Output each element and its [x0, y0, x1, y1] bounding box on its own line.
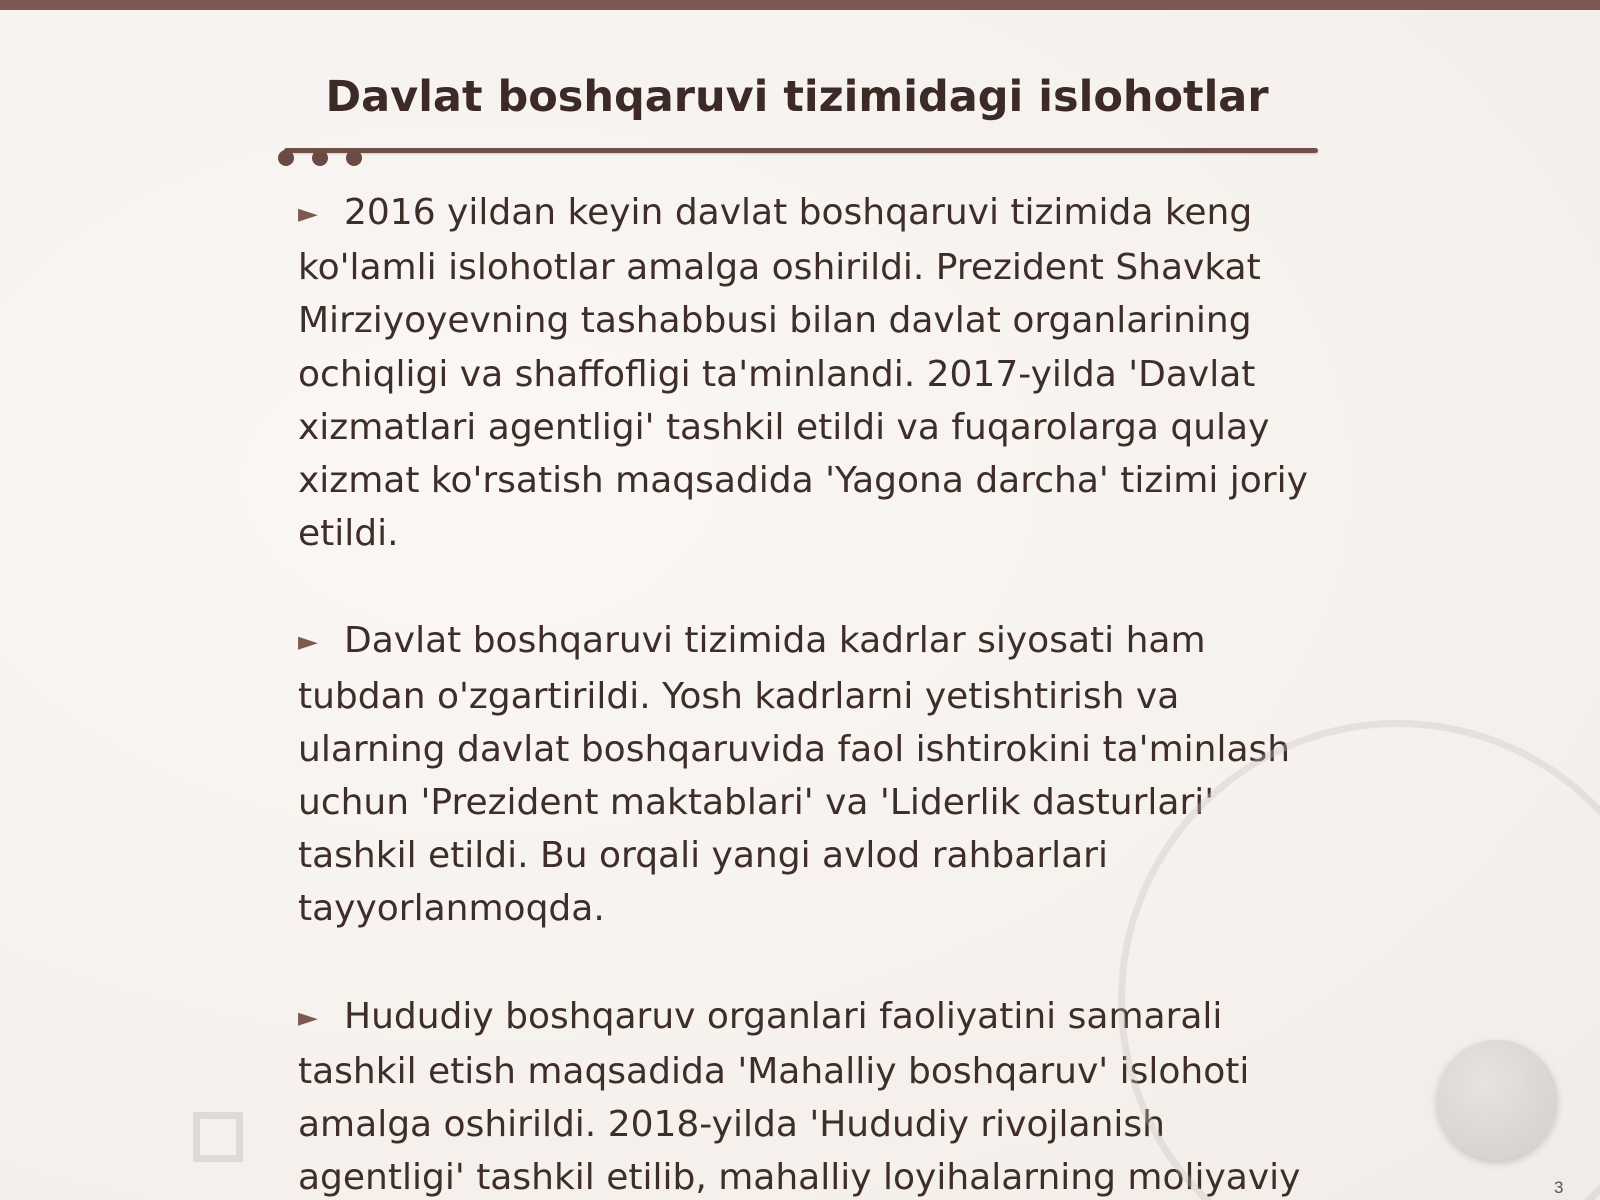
- bullet-paragraph-1: [298, 186, 1308, 560]
- bullet-arrow-icon: ►: [298, 1002, 318, 1033]
- slide-title: Davlat boshqaruvi tizimidagi islohotlar: [325, 72, 1269, 122]
- paragraph-text: Hududiy boshqaruv organlari faoliyatini samarali tashkil etish maqsadida 'Mahalliy boshqaruv' islohoti amalga oshirildi. 2018-yilda 'Hududiy rivojlanish agentligi' tashkil etilib, mahalliy loyihalarning moliyaviy: [298, 995, 1301, 1199]
- decorative-dot-1: [278, 150, 294, 166]
- paragraph-text: Davlat boshqaruvi tizimida kadrlar siyosati ham tubdan o'zgartirildi. Yosh kadrlarni yetishtirish va ularning davlat boshqaruvida faol ishtirokini ta'minlash uchun 'Prezident maktablari' va 'Liderlik dasturlari' tashkil etildi. Bu orqali yangi avlod rahbarlari tayyorlanmoqda.: [298, 620, 1291, 930]
- title-underline: [284, 148, 1318, 153]
- decorative-dot-2: [312, 150, 328, 166]
- decorative-square: [193, 1112, 243, 1162]
- top-accent-bar: [0, 0, 1600, 10]
- decorative-dot-3: [346, 150, 362, 166]
- decorative-disc: [1437, 1040, 1557, 1160]
- bullet-arrow-icon: ►: [298, 627, 318, 658]
- bullet-arrow-icon: ►: [298, 199, 318, 229]
- paragraph-text: 2016 yildan keyin davlat boshqaruvi tizimida keng ko'lamli islohotlar amalga oshirildi. Prezident Shavkat Mirziyoyevning tashabbusi bilan davlat organlarining ochiqligi va shaffofligi ta'minlandi. 2017-yilda 'Davlat xizmatlari agentligi' tashkil etildi va fuqarolarga qulay xizmat ko'rsatish maqsadida 'Yagona darcha' tizimi joriy etildi.: [298, 192, 1308, 555]
- page-number: 3: [1554, 1178, 1564, 1197]
